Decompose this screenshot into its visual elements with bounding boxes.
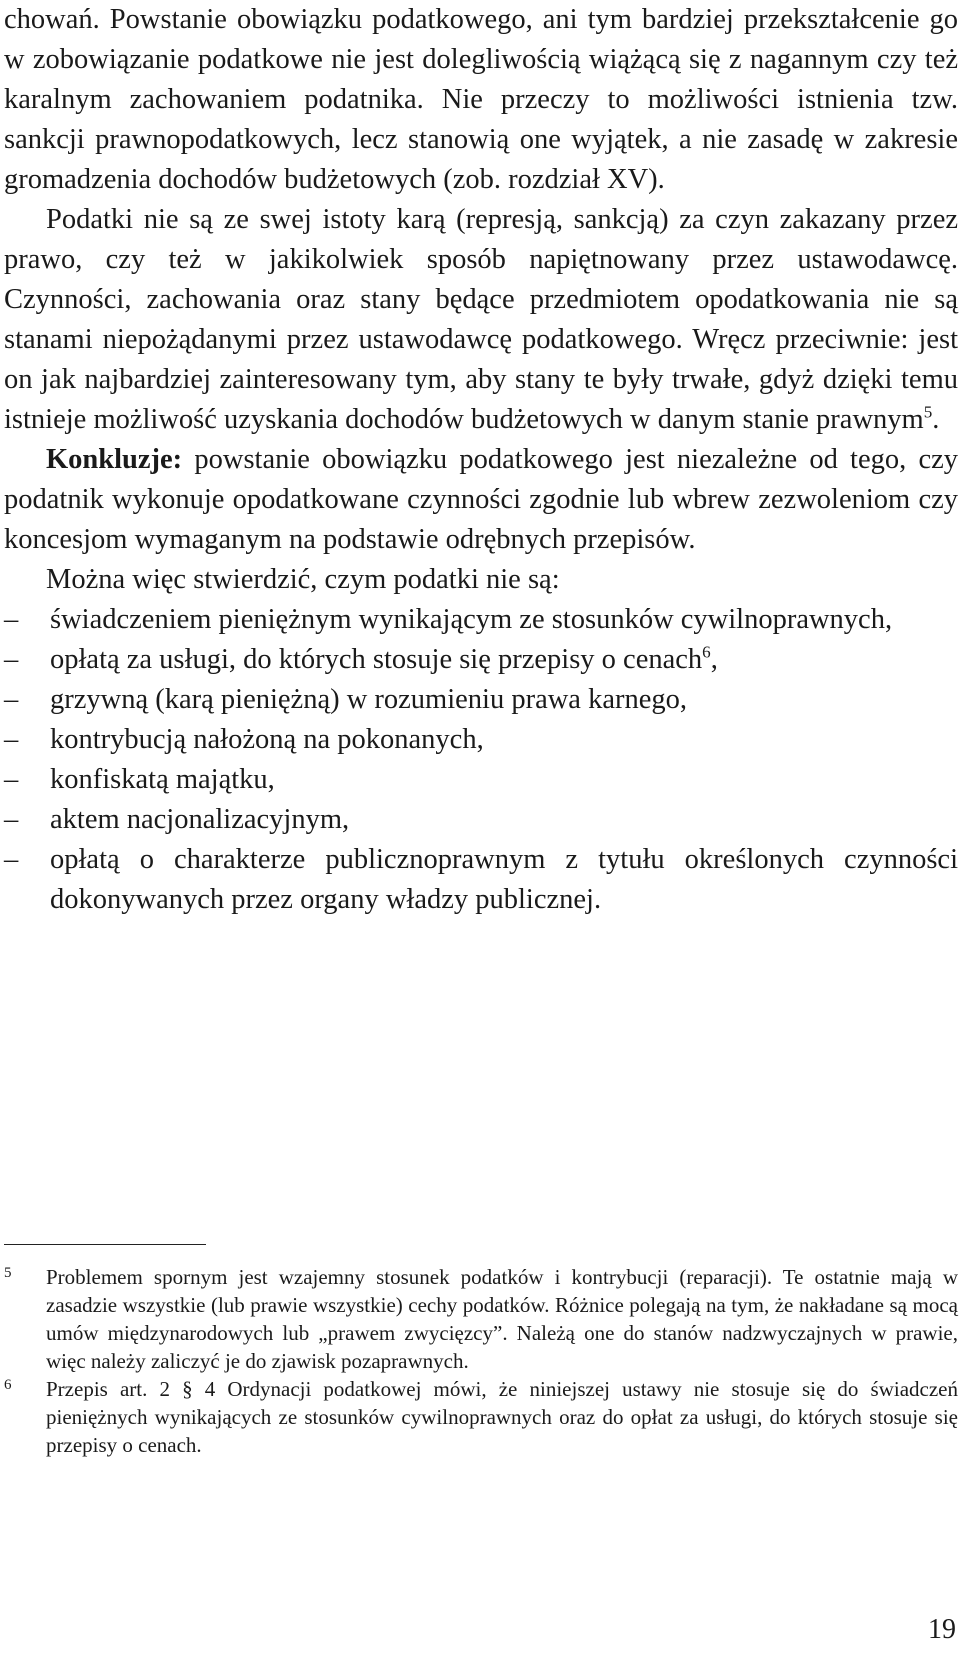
list-item-text: świadczeniem pieniężnym wynikającym ze stosunków cywilnoprawnych, xyxy=(50,604,893,635)
footnote-number: 5 xyxy=(4,1265,12,1281)
list-item-text: opłatą za usługi, do których stosuje się przepisy o cenach xyxy=(50,644,703,675)
paragraph-2 xyxy=(4,200,958,440)
body-text xyxy=(4,0,958,920)
footnote-divider xyxy=(4,1244,206,1245)
footnote-6 xyxy=(4,1375,958,1459)
conclusions-label: Konkluzje: xyxy=(46,444,183,475)
page-number: 19 xyxy=(928,1614,956,1645)
list-item xyxy=(4,640,958,680)
footnote-number: 6 xyxy=(4,1377,12,1393)
paragraph-3 xyxy=(4,440,958,560)
footnotes xyxy=(4,1263,958,1459)
list-item-text: aktem nacjonalizacyjnym, xyxy=(50,804,350,835)
list-dash: – xyxy=(4,684,19,715)
footnote-ref-6[interactable]: 6 xyxy=(702,642,711,662)
footnote-5 xyxy=(4,1263,958,1375)
list-dash: – xyxy=(4,804,19,835)
paragraph-2-end: . xyxy=(932,404,940,435)
paragraph-1: chowań. Powstanie obowiązku podatkowego, ani tym bardziej przekształcenie go w zobowiązanie podatkowe nie jest dolegliwością wiążącą się z nagannym czy też karalnym zachowaniem podatnika. Nie przeczy to możliwości istnienia tzw. sankcji prawnopodatkowych, lecz stanowią one wyjątek, a nie zasadę w zakresie gromadzenia dochodów budżetowych (zob. rozdział XV). xyxy=(4,4,958,195)
paragraph-4: Można więc stwierdzić, czym podatki nie są: xyxy=(46,564,560,595)
list-dash: – xyxy=(4,764,19,795)
paragraph-2-text: Podatki nie są ze swej istoty karą (represją, sankcją) za czyn zakazany przez prawo, czy też w jakikolwiek sposób napiętnowany przez ustawodawcę. Czynności, zachowania oraz stany będące przedmiotem opodatkowania nie są stanami niepożądanymi przez ustawodawcę podatkowego. Wręcz przeciwnie: jest on jak najbardziej zainteresowany tym, aby stany te były trwałe, gdyż dzięki temu istnieje możliwość uzyskania dochodów budżetowych w danym stanie prawnym xyxy=(4,204,958,435)
list-dash: – xyxy=(4,844,19,875)
list-dash: – xyxy=(4,724,19,755)
list-item xyxy=(4,840,958,920)
list-dash: – xyxy=(4,644,19,675)
list-item xyxy=(4,600,958,640)
list-item xyxy=(4,720,958,760)
footnote-text: Przepis art. 2 § 4 Ordynacji podatkowej mówi, że niniejszej ustawy nie stosuje się do świadczeń pieniężnych wynikających ze stosunków cywilnoprawnych oraz do opłat za usługi, do których stosuje się przepisy o cenach. xyxy=(46,1377,958,1457)
list-item-text: konfiskatą majątku, xyxy=(50,764,275,795)
footnote-ref-5[interactable]: 5 xyxy=(923,402,933,422)
list-item xyxy=(4,680,958,720)
footnote-text: Problemem spornym jest wzajemny stosunek podatków i kontrybucji (reparacji). Te ostatnie mają w zasadzie wszystkie (lub prawie wszystkie) cechy podatków. Różnice polegają na tym, że nakładane są mocą umów międzynarodowych lub „prawem zwycięzcy”. Należą one do stanów nadzwyczajnych w prawie, więc należy zaliczyć je do zjawisk pozaprawnych. xyxy=(46,1265,958,1373)
list-item xyxy=(4,800,958,840)
list-item-text: opłatą o charakterze publicznoprawnym z tytułu określonych czynności dokonywanych przez organy władzy publicznej. xyxy=(50,844,958,915)
what-taxes-are-not-list xyxy=(4,600,958,920)
list-item xyxy=(4,760,958,800)
list-dash: – xyxy=(4,604,19,635)
list-item-end: , xyxy=(710,644,718,675)
list-item-text: kontrybucją nałożoną na pokonanych, xyxy=(50,724,484,755)
list-item-text: grzywną (karą pieniężną) w rozumieniu prawa karnego, xyxy=(50,684,687,715)
paragraph-3-text: powstanie obowiązku podatkowego jest niezależne od tego, czy podatnik wykonuje opodatkowane czynności zgodnie lub wbrew zezwoleniom czy koncesjom wymaganym na podstawie odrębnych przepisów. xyxy=(4,444,958,555)
